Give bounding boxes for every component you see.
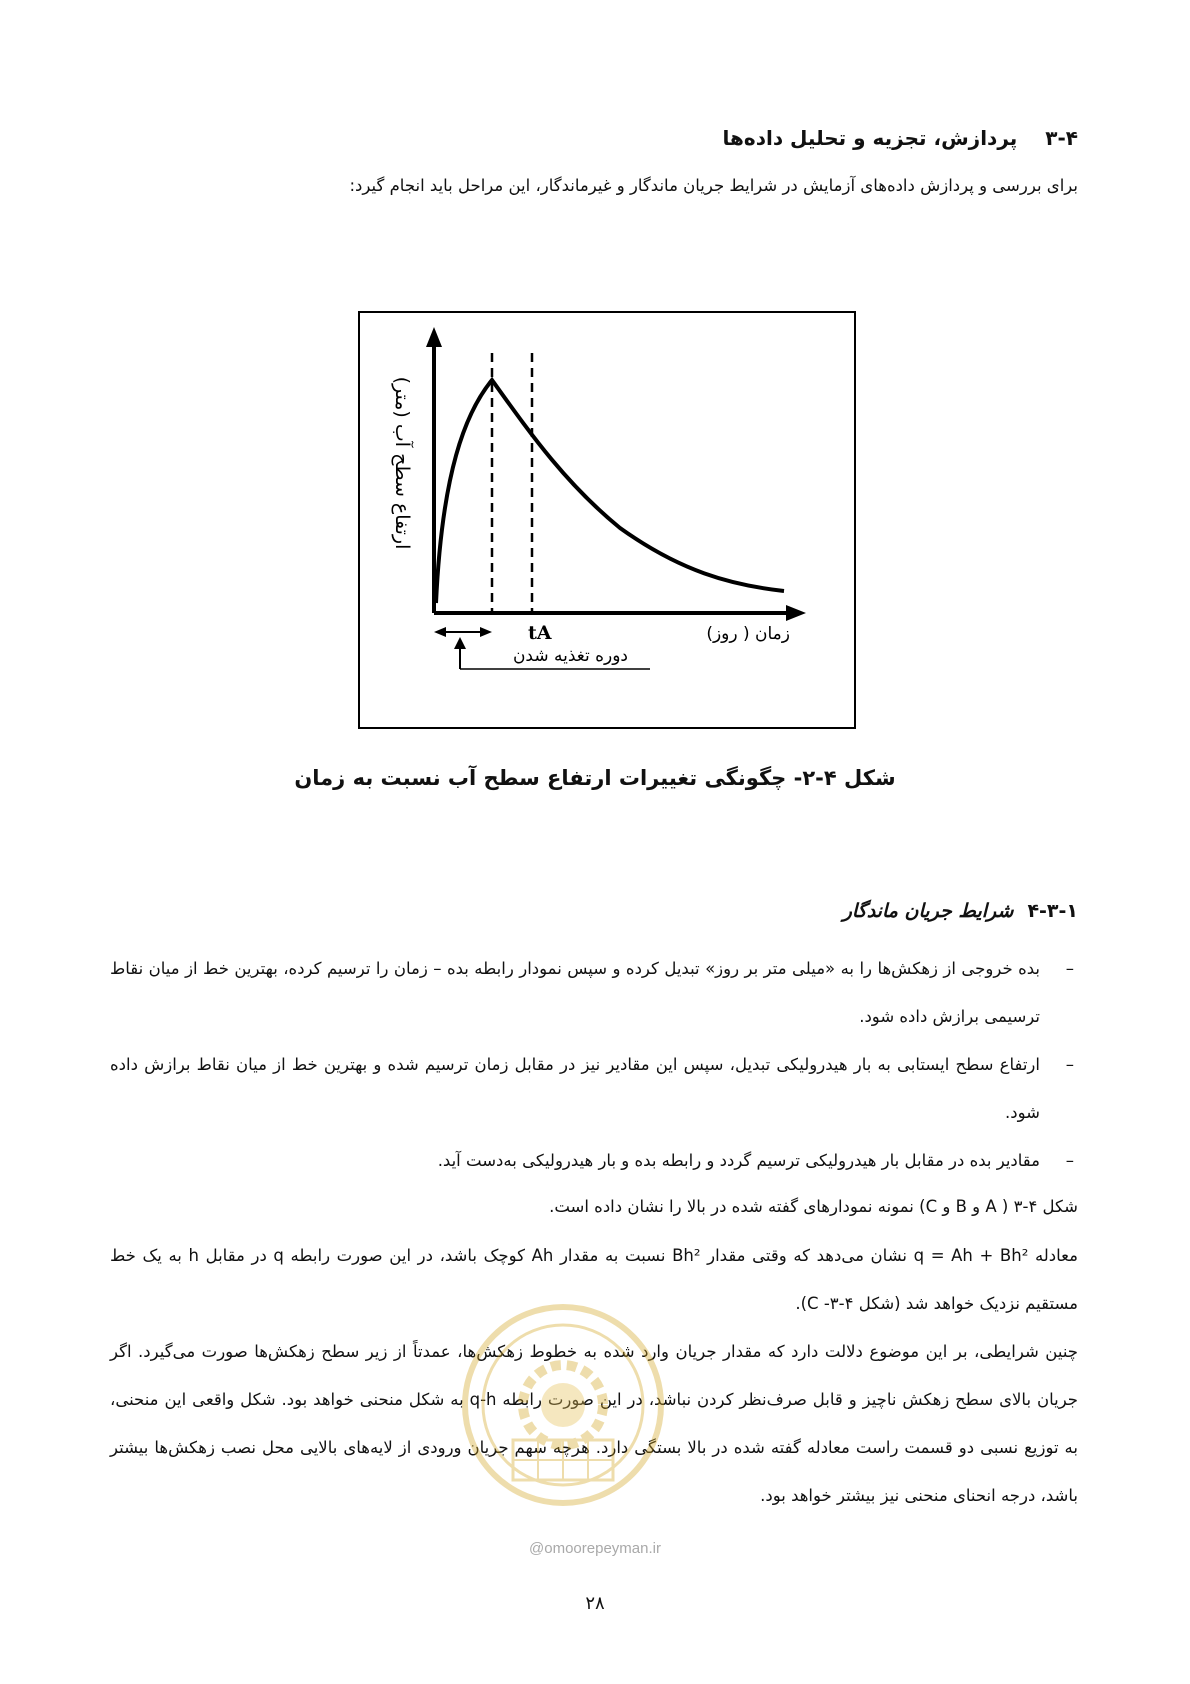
water-level-diagram bbox=[360, 313, 854, 727]
list-item-text: بده خروجی از زهکش‌ها را به «میلی متر بر روز» تبدیل کرده و سپس نمودار رابطه بده – زمان را ترسیم کرده، بهترین خط از میان نقاط ترسیمی برازش داده شود. bbox=[110, 959, 1040, 1026]
bullet-marker: – bbox=[1065, 959, 1074, 978]
page-number: ۲۸ bbox=[585, 1593, 605, 1614]
subsection-heading bbox=[178, 900, 1078, 922]
section-number: ۳-۴ bbox=[1045, 126, 1078, 150]
watermark-logo-icon bbox=[458, 1300, 668, 1510]
list-item-text: مقادیر بده در مقابل بار هیدرولیکی ترسیم گردد و رابطه بده و بار هیدرولیکی به‌دست آید. bbox=[437, 1151, 1040, 1170]
list-item bbox=[110, 945, 1078, 1041]
pointer-arrowhead bbox=[454, 637, 466, 649]
steady-flow-steps-list bbox=[110, 945, 1078, 1185]
bullet-marker: – bbox=[1065, 1151, 1074, 1170]
list-item-text: ارتفاع سطح ایستابی به بار هیدرولیکی تبدیل، سپس این مقادیر نیز در مقابل زمان ترسیم شده و بهترین خط از میان نقاط برازش داده شود. bbox=[110, 1055, 1040, 1122]
paragraph-conditions: چنین شرایطی، بر این موضوع دلالت دارد که مقدار جریان وارد شده به خطوط زهکش‌ها، عمدتاً از زیر سطح زهکش‌ها صورت می‌گیرد. اگر جریان بالای سطح زهکش ناچیز و قابل صرف‌نظر کردن نباشد، در این صورت رابطه q-h به شکل منحنی خواهد بود. شکل واقعی این منحنی، به توزیع نسبی دو قسمت راست معادله گفته شده در بالا بستگی دارد. هرچه سهم جریان ورودی از لایه‌های بالایی محل نصب زهکش‌ها بیشتر باشد، درجه انحنای منحنی نیز بیشتر خواهد بود. bbox=[110, 1342, 1078, 1505]
paragraph-equation: معادله q = Ah + Bh² نشان می‌دهد که وقتی مقدار Bh² نسبت به مقدار Ah کوچک باشد، در این صورت رابطه q در مقابل h به یک خط مستقیم نزدیک خواهد شد (شکل ۴-۳- C). bbox=[110, 1246, 1078, 1313]
section-title: پردازش، تجزیه و تحلیل داده‌ها bbox=[722, 126, 1018, 150]
subsection-number: ۴-۳-۱ bbox=[1027, 900, 1078, 922]
y-axis-arrow bbox=[426, 327, 442, 347]
list-item bbox=[110, 1137, 1078, 1185]
x-axis-label: زمان ( روز) bbox=[706, 624, 790, 644]
tA-label: tA bbox=[528, 622, 552, 644]
watermark-url: @omoorepeyman.ir bbox=[529, 1540, 661, 1557]
water-level-curve bbox=[436, 380, 784, 603]
intro-paragraph: برای بررسی و پردازش داده‌های آزمایش در شرایط جریان ماندگار و غیرماندگار، این مراحل باید انجام گیرد: bbox=[349, 176, 1078, 195]
x-axis-arrow bbox=[786, 605, 806, 621]
y-axis-label: ارتفاع سطح آب (متر) bbox=[391, 376, 413, 550]
recharge-left-arrowhead bbox=[434, 627, 446, 637]
subsection-title: شرایط جریان ماندگار bbox=[842, 900, 1014, 922]
recharge-right-arrowhead bbox=[480, 627, 492, 637]
paragraph-figure-reference: شکل ۴-۳ ( A و B و C) نمونه نمودارهای گفته شده در بالا را نشان داده است. bbox=[549, 1197, 1078, 1216]
figure-water-level-chart bbox=[358, 311, 856, 729]
recharge-label: دوره تغذیه شدن bbox=[512, 646, 628, 666]
figure-caption: شکل ۴-۲- چگونگی تغییرات ارتفاع سطح آب نسبت به زمان bbox=[294, 766, 896, 790]
list-item bbox=[110, 1041, 1078, 1137]
bullet-marker: – bbox=[1065, 1055, 1074, 1074]
section-heading bbox=[178, 126, 1078, 150]
